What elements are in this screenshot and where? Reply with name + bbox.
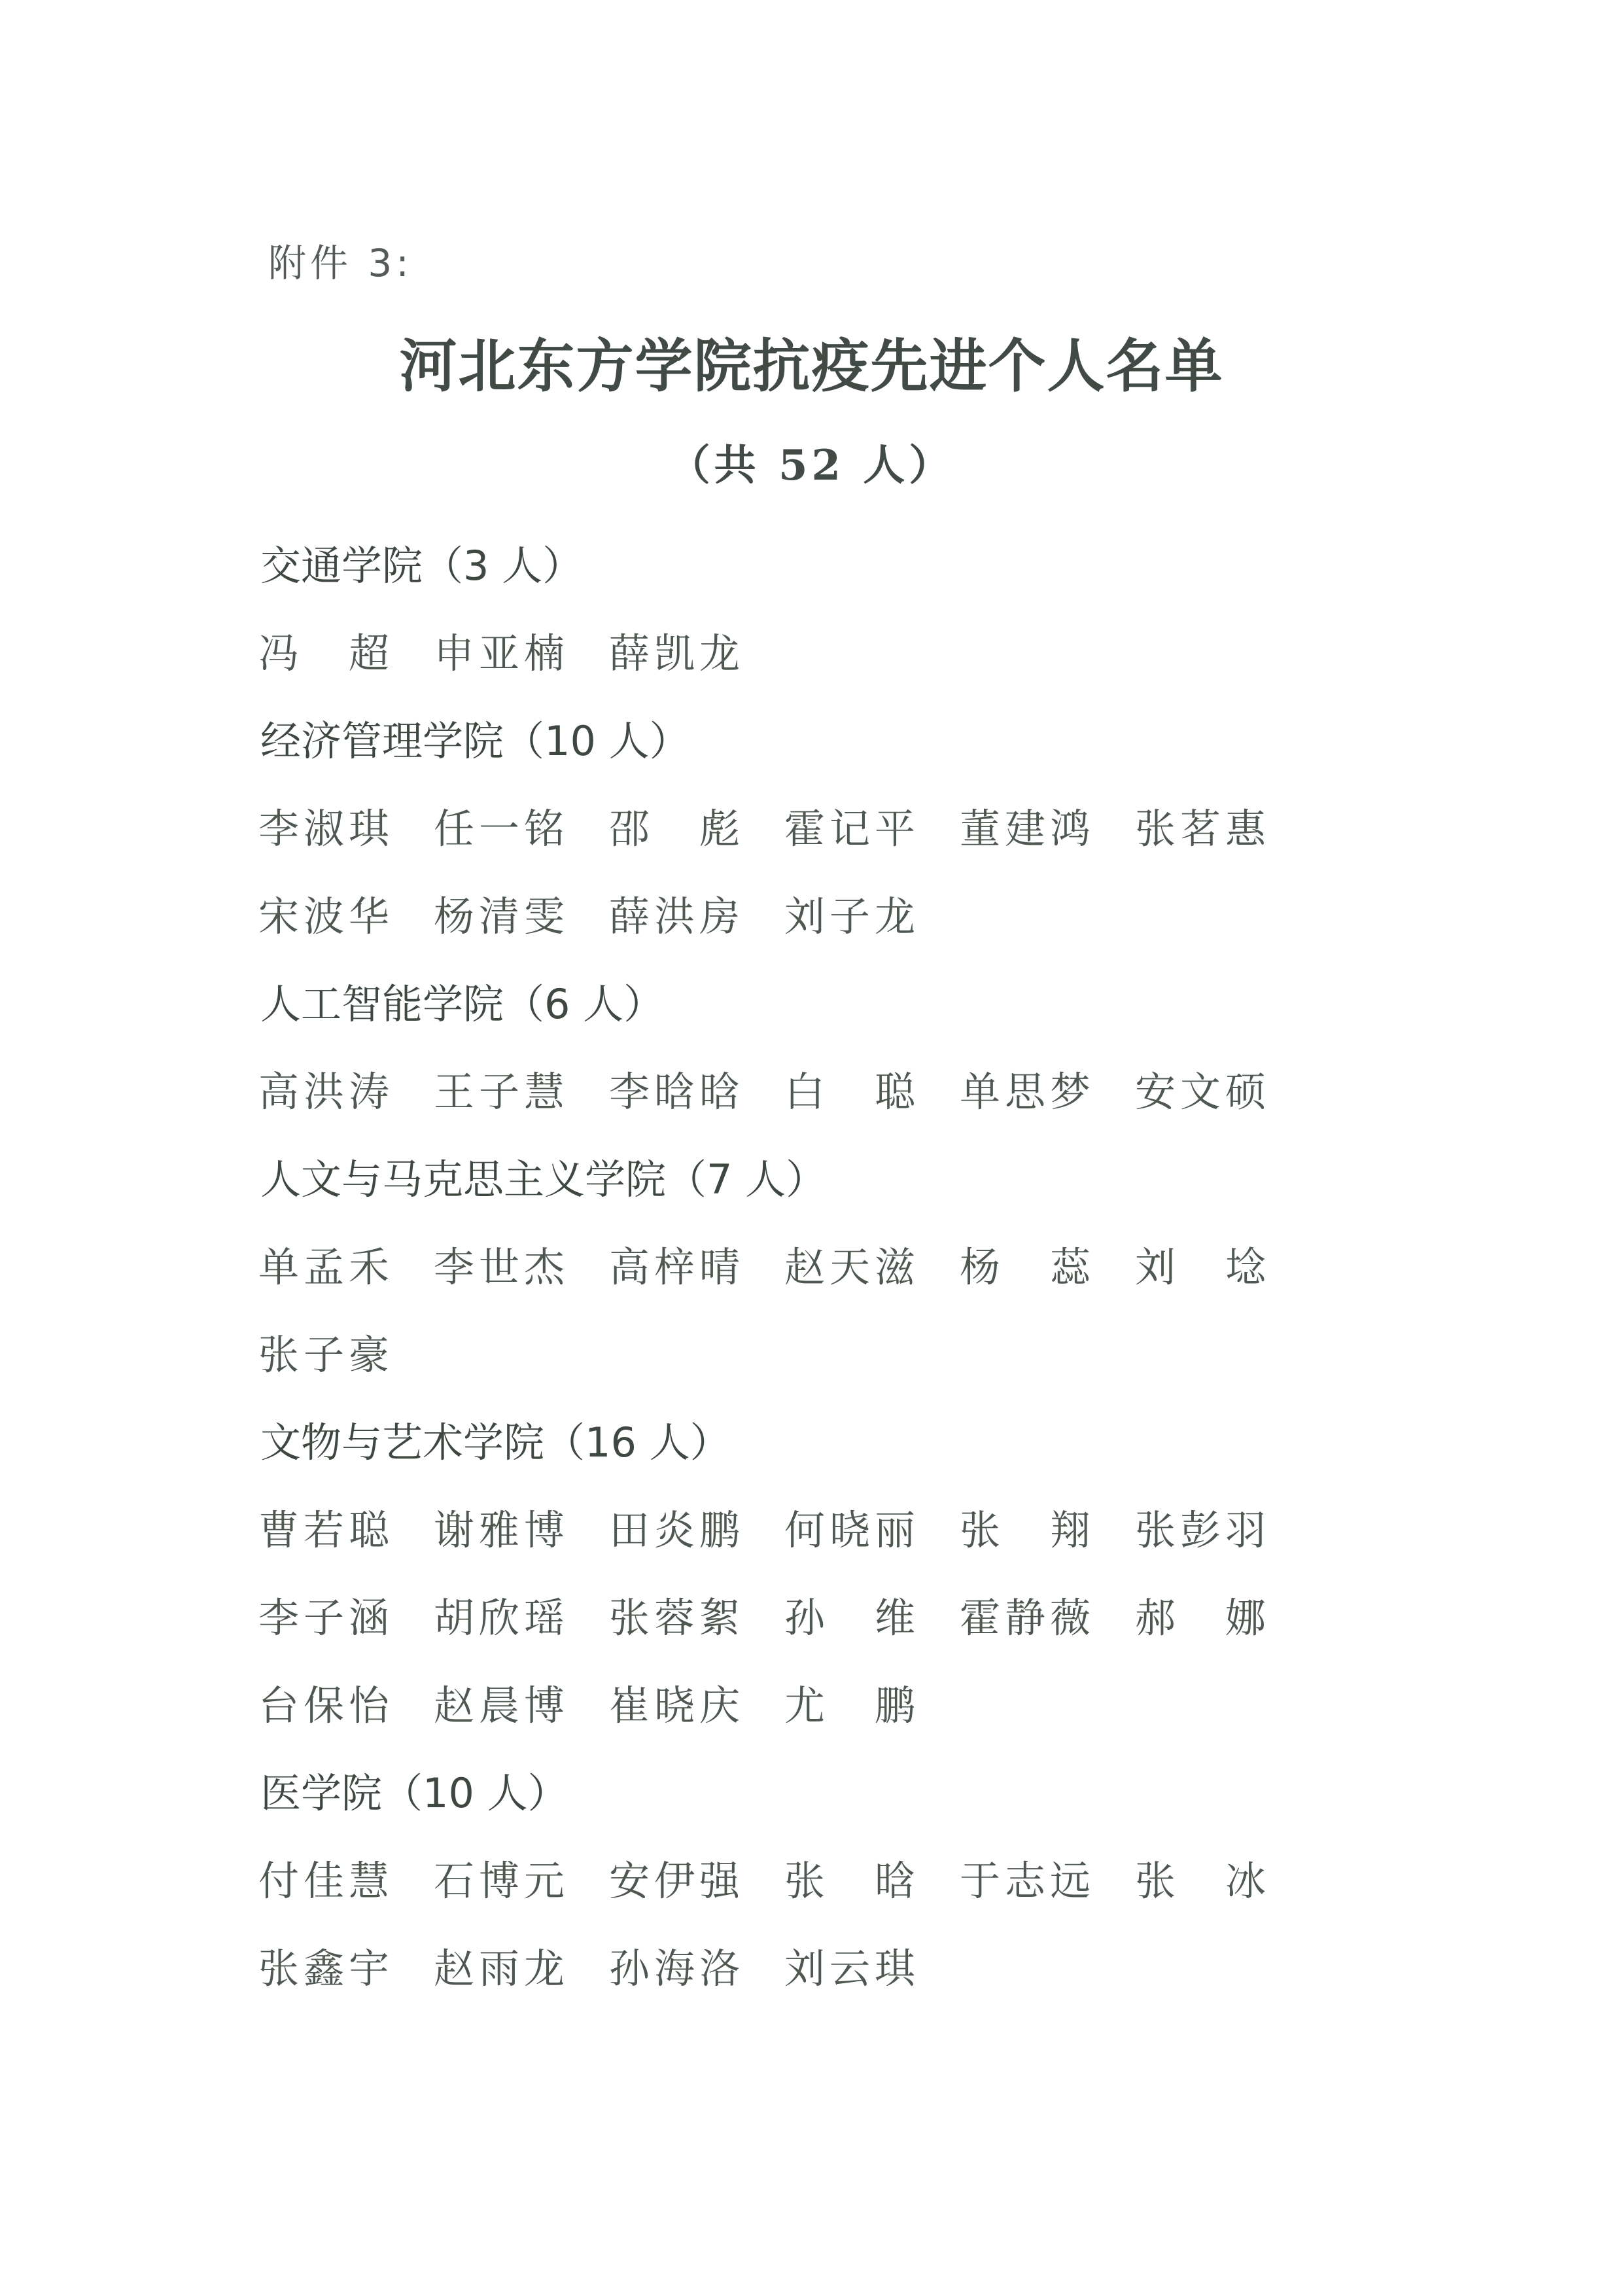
person-name: 于 志 远 [960, 1857, 1091, 1905]
person-name: 张 冰 [1135, 1857, 1266, 1905]
person-name: 孙 海 洛 [609, 1945, 740, 1992]
person-name: 赵 天 滋 [784, 1243, 915, 1291]
section-heading: 医学院（10 人） [260, 1769, 568, 1817]
person-name: 薛 洪 房 [609, 892, 740, 940]
person-name: 张 茗 惠 [1135, 805, 1266, 853]
person-name: 冯 超 [258, 629, 389, 677]
person-name: 台 保 怡 [258, 1682, 389, 1729]
section-heading: 文物与艺术学院（16 人） [260, 1419, 731, 1466]
person-name: 曹 若 聪 [258, 1506, 389, 1554]
person-name: 刘 云 琪 [784, 1945, 915, 1992]
person-name: 张 蓉 絮 [609, 1594, 740, 1642]
person-name: 张 鑫 宇 [258, 1945, 389, 1992]
person-name: 郝 娜 [1135, 1594, 1266, 1642]
person-name: 白 聪 [784, 1068, 915, 1116]
person-name: 董 建 鸿 [960, 805, 1091, 853]
person-name: 胡 欣 瑶 [434, 1594, 565, 1642]
person-name: 宋 波 华 [258, 892, 389, 940]
person-name: 申 亚 楠 [434, 629, 565, 677]
person-name: 赵 雨 龙 [434, 1945, 565, 1992]
attachment-label: 附件 3: [268, 241, 413, 285]
person-name: 霍 静 薇 [960, 1594, 1091, 1642]
person-name: 薛 凯 龙 [609, 629, 740, 677]
person-name: 付 佳 慧 [258, 1857, 389, 1905]
person-name: 赵 晨 博 [434, 1682, 565, 1729]
section-heading: 经济管理学院（10 人） [260, 717, 690, 765]
person-name: 高 洪 涛 [258, 1068, 389, 1116]
person-name: 李 淑 琪 [258, 805, 389, 853]
person-name: 杨 蕊 [960, 1243, 1091, 1291]
person-name: 李 世 杰 [434, 1243, 565, 1291]
section-heading: 人文与马克思主义学院（7 人） [260, 1156, 827, 1203]
person-name: 谢 雅 博 [434, 1506, 565, 1554]
person-name: 孙 维 [784, 1594, 915, 1642]
person-name: 刘 子 龙 [784, 892, 915, 940]
person-name: 崔 晓 庆 [609, 1682, 740, 1729]
document-title: 河北东方学院抗疫先进个人名单 [399, 332, 1224, 400]
section-heading: 人工智能学院（6 人） [260, 980, 665, 1028]
person-name: 单 孟 禾 [258, 1243, 389, 1291]
person-name: 李 子 涵 [258, 1594, 389, 1642]
person-name: 刘 埝 [1135, 1243, 1266, 1291]
person-name: 邵 彪 [609, 805, 740, 853]
person-name: 安 文 硕 [1135, 1068, 1266, 1116]
person-name: 张 彭 羽 [1135, 1506, 1266, 1554]
person-name: 石 博 元 [434, 1857, 565, 1905]
person-name: 张 晗 [784, 1857, 915, 1905]
document-subtitle: （共 52 人） [668, 441, 955, 490]
person-name: 杨 清 雯 [434, 892, 565, 940]
person-name: 张 子 豪 [258, 1331, 389, 1379]
section-heading: 交通学院（3 人） [260, 542, 584, 590]
person-name: 霍 记 平 [784, 805, 915, 853]
person-name: 安 伊 强 [609, 1857, 740, 1905]
person-name: 张 翔 [960, 1506, 1091, 1554]
person-name: 尤 鹏 [784, 1682, 915, 1729]
person-name: 单 思 梦 [960, 1068, 1091, 1116]
person-name: 李 晗 晗 [609, 1068, 740, 1116]
person-name: 何 晓 丽 [784, 1506, 915, 1554]
person-name: 田 炎 鹏 [609, 1506, 740, 1554]
person-name: 王 子 慧 [434, 1068, 565, 1116]
person-name: 任 一 铭 [434, 805, 565, 853]
person-name: 高 梓 晴 [609, 1243, 740, 1291]
